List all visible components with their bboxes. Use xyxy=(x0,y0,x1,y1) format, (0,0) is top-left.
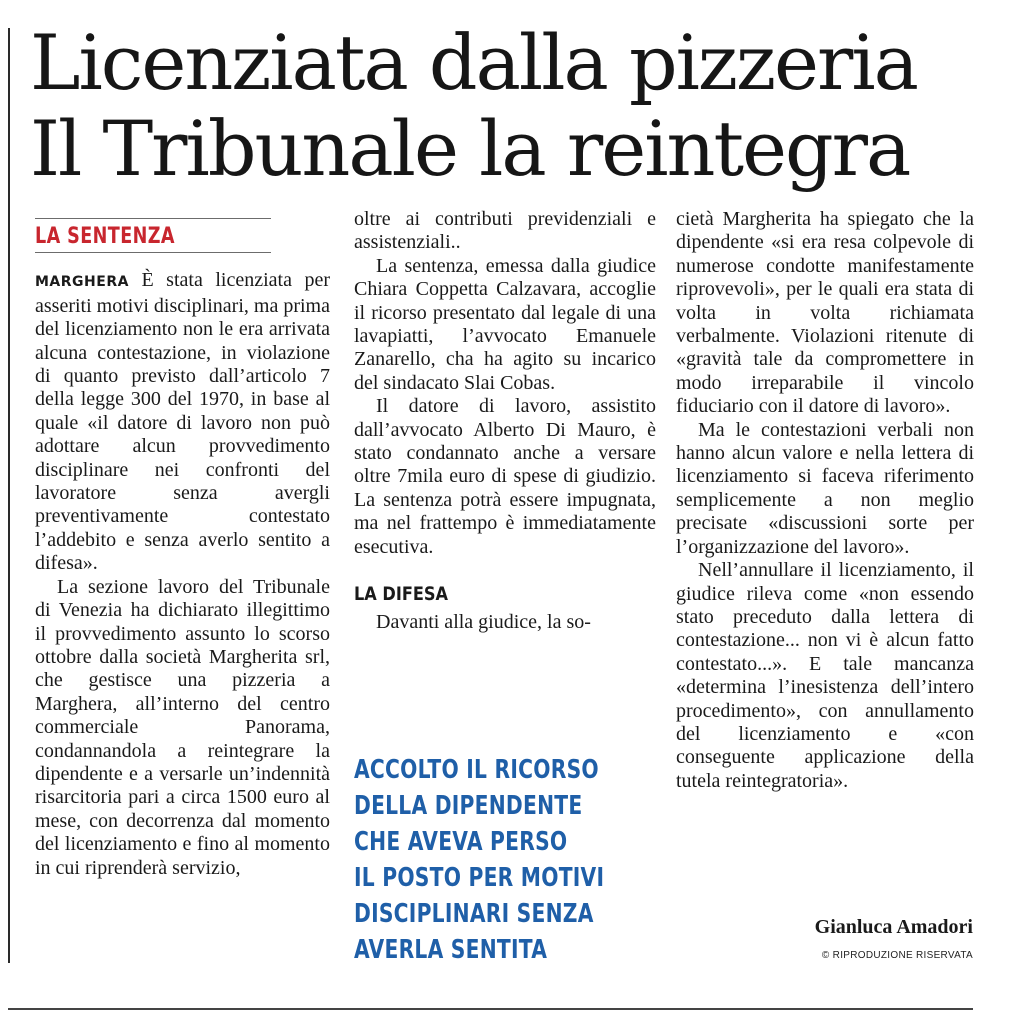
article-paragraph: La sezione lavoro del Tribunale di Venezia ha dichiarato illegittimo il provvedimento assunto lo scorso ottobre dalla società Margherita srl, che gestisce una pizzeria a Marghera, all’interno del centro commerciale Panorama, condannandola a reintegrare la dipendente e a versarle un’indennità risarcitoria pari a circa 1500 euro al mese, con decorrenza dal momento del licenziamento e fino al momento in cui riprenderà servizio, xyxy=(35,575,330,879)
article-paragraph: Davanti alla giudice, la so- xyxy=(376,610,591,633)
pull-quote-line: IL POSTO PER MOTIVI xyxy=(354,863,605,893)
pull-quote-line: CHE AVEVA PERSO xyxy=(354,827,568,857)
article-paragraph: cietà Margherita ha spiegato che la dipendente «si era resa colpevole di numerose condotte manifestamente riprovevoli», per le quali era stata di volta in volta richiamata verbalmente. Violazioni ritenute di «gravità tale da compromettere in modo irreparabile il vincolo fiduciario con il datore di lavoro». xyxy=(676,208,974,418)
left-edge-rule xyxy=(8,28,10,963)
pull-quote-line: AVERLA SENTITA xyxy=(354,935,548,965)
headline-line-2: Il Tribunale la reintegra xyxy=(30,104,910,193)
headline xyxy=(30,20,990,192)
bottom-rule xyxy=(8,1008,973,1010)
article-paragraph: Nell’annullare il licenziamento, il giudice rileva come «non essendo stato preceduto dalla lettera di contestazione... non vi è alcun fatto contestato...». E tale mancanza «determina l’inesistenza dell’intero procedimento», con annullamento del licenziamento e «con conseguente applicazione della tutela reintegratoria». xyxy=(676,559,974,792)
article-column-3 xyxy=(676,208,974,793)
article-paragraph: Ma le contestazioni verbali non hanno alcun valore e nella lettera di licenziamento si faceva riferimento semplicemente a non meglio precisate «discussioni sorte per l’organizzazione del lavoro». xyxy=(676,418,974,558)
copyright-notice: © RIPRODUZIONE RISERVATA xyxy=(821,950,973,961)
pull-quote-line: ACCOLTO IL RICORSO xyxy=(354,755,599,785)
subheading-la-difesa: LA DIFESA xyxy=(354,583,449,606)
article-paragraph: La sentenza, emessa dalla giudice Chiara Coppetta Calzavara, accoglie il ricorso presentato dal legale di una lavapiatti, l’avvocato Emanuele Zanarello, cha ha agito su incarico del sindacato Slai Cobas. xyxy=(354,254,656,394)
article-paragraph: oltre ai contributi previdenziali e assistenziali.. xyxy=(354,208,656,254)
pull-quote-line: DISCIPLINARI SENZA xyxy=(354,899,594,929)
author-byline: Gianluca Amadori xyxy=(814,916,973,938)
dateline: MARGHERA xyxy=(35,274,129,291)
headline-line-1: Licenziata dalla pizzeria xyxy=(30,18,917,107)
section-label: LA SENTENZA xyxy=(35,218,271,253)
pull-quote xyxy=(354,752,604,968)
paragraph-text: È stata licenziata per asseriti motivi disciplinari, ma prima del licenziamento non le era arrivata alcuna contestazione, in violazione di quanto previsto dall’articolo 7 della legge 300 del 1970, in base al quale «il datore di lavoro non può adottare alcun provvedimento disciplinare nei confronti del lavoratore senza avergli preventivamente contestato l’addebito e senza averlo sentito a difesa». xyxy=(35,269,331,575)
article-column-2 xyxy=(354,208,656,634)
pull-quote-line: DELLA DIPENDENTE xyxy=(354,791,583,821)
article-paragraph xyxy=(35,269,330,575)
article-column-1 xyxy=(35,208,330,880)
article-paragraph: Il datore di lavoro, assistito dall’avvocato Alberto Di Mauro, è stato condannato anche a versare oltre 7mila euro di spese di giudizio. La sentenza potrà essere impugnata, ma nel frattempo è immediatamente esecutiva. xyxy=(354,395,656,558)
